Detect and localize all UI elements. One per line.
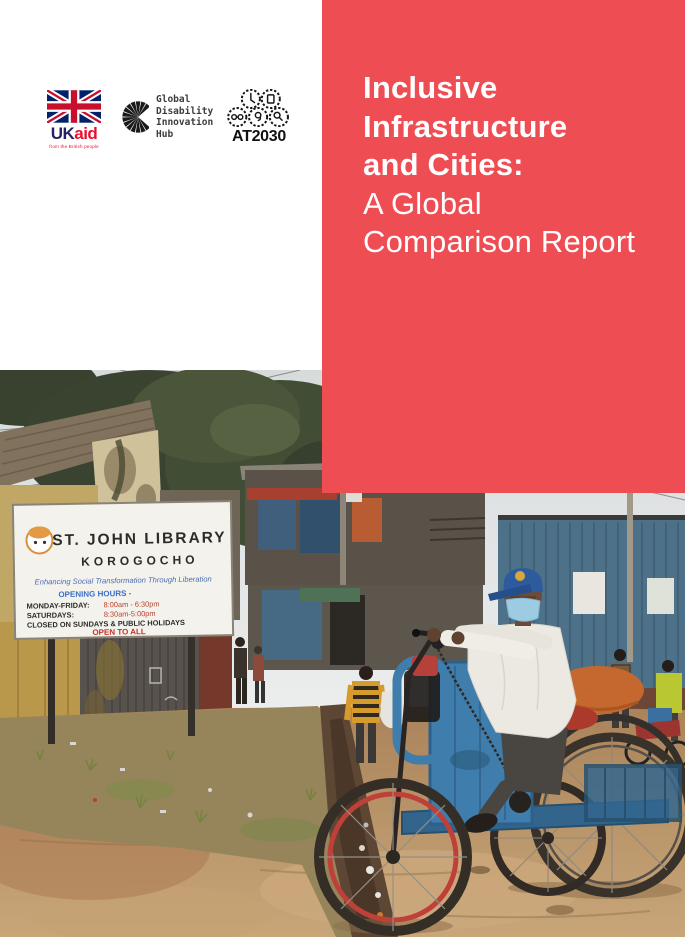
ukaid-aid-text: aid — [74, 124, 98, 143]
at2030-circles-icon — [224, 89, 294, 127]
sign-title: ST. JOHN LIBRARY — [52, 529, 227, 550]
library-sign — [13, 501, 233, 639]
report-title — [363, 69, 667, 262]
sign-mascot-icon — [26, 526, 52, 553]
sign-weekday-time: 8:00am - 6:30pm — [103, 599, 160, 610]
sign-subtitle: KOROGOCHO — [81, 552, 199, 569]
ukaid-logo — [44, 90, 104, 149]
title-line-1: Inclusive — [363, 70, 498, 105]
title-line-4: A Global — [363, 185, 482, 221]
sign-saturday-time: 8:30am-5:00pm — [103, 608, 156, 619]
sign-closed-line: CLOSED ON SUNDAYS & PUBLIC HOLIDAYS — [26, 617, 185, 630]
gdi-line-2: Disability — [156, 105, 214, 117]
sign-hours-heading: OPENING HOURS - — [58, 588, 132, 600]
tricycle-front-wheel — [319, 783, 467, 931]
union-jack-flag-icon — [47, 90, 101, 123]
sign-motto: Enhancing Social Transformation Through Liberation — [34, 574, 212, 587]
ukaid-tagline: from the British people — [49, 143, 99, 149]
gdi-hub-wordmark — [156, 92, 213, 142]
ukaid-uk-text: UK — [50, 124, 75, 143]
title-line-3: and Cities: — [363, 147, 524, 182]
gdi-line-3: Innovation — [156, 117, 214, 128]
gdi-hub-fan-icon — [119, 92, 149, 142]
gdi-line-4: Hub — [156, 128, 174, 140]
rider-face-mask — [506, 598, 540, 621]
gdi-hub-logo — [119, 92, 213, 142]
rider-hand — [427, 628, 441, 642]
gdi-line-1: Global — [156, 94, 191, 105]
sign-open-line: OPEN TO ALL — [92, 627, 146, 638]
at2030-logo — [221, 89, 297, 145]
sign-weekday-label: MONDAY-FRIDAY: — [26, 600, 90, 611]
at2030-wordmark: AT2030 — [232, 128, 286, 145]
title-line-2: Infrastructure — [363, 108, 568, 144]
rider-hand — [452, 632, 465, 645]
ukaid-wordmark — [44, 125, 104, 142]
title-block — [322, 0, 685, 493]
sign-saturday-label: SATURDAYS: — [26, 610, 75, 621]
title-line-5: Comparison Report — [363, 224, 636, 259]
logo-row — [0, 0, 322, 370]
